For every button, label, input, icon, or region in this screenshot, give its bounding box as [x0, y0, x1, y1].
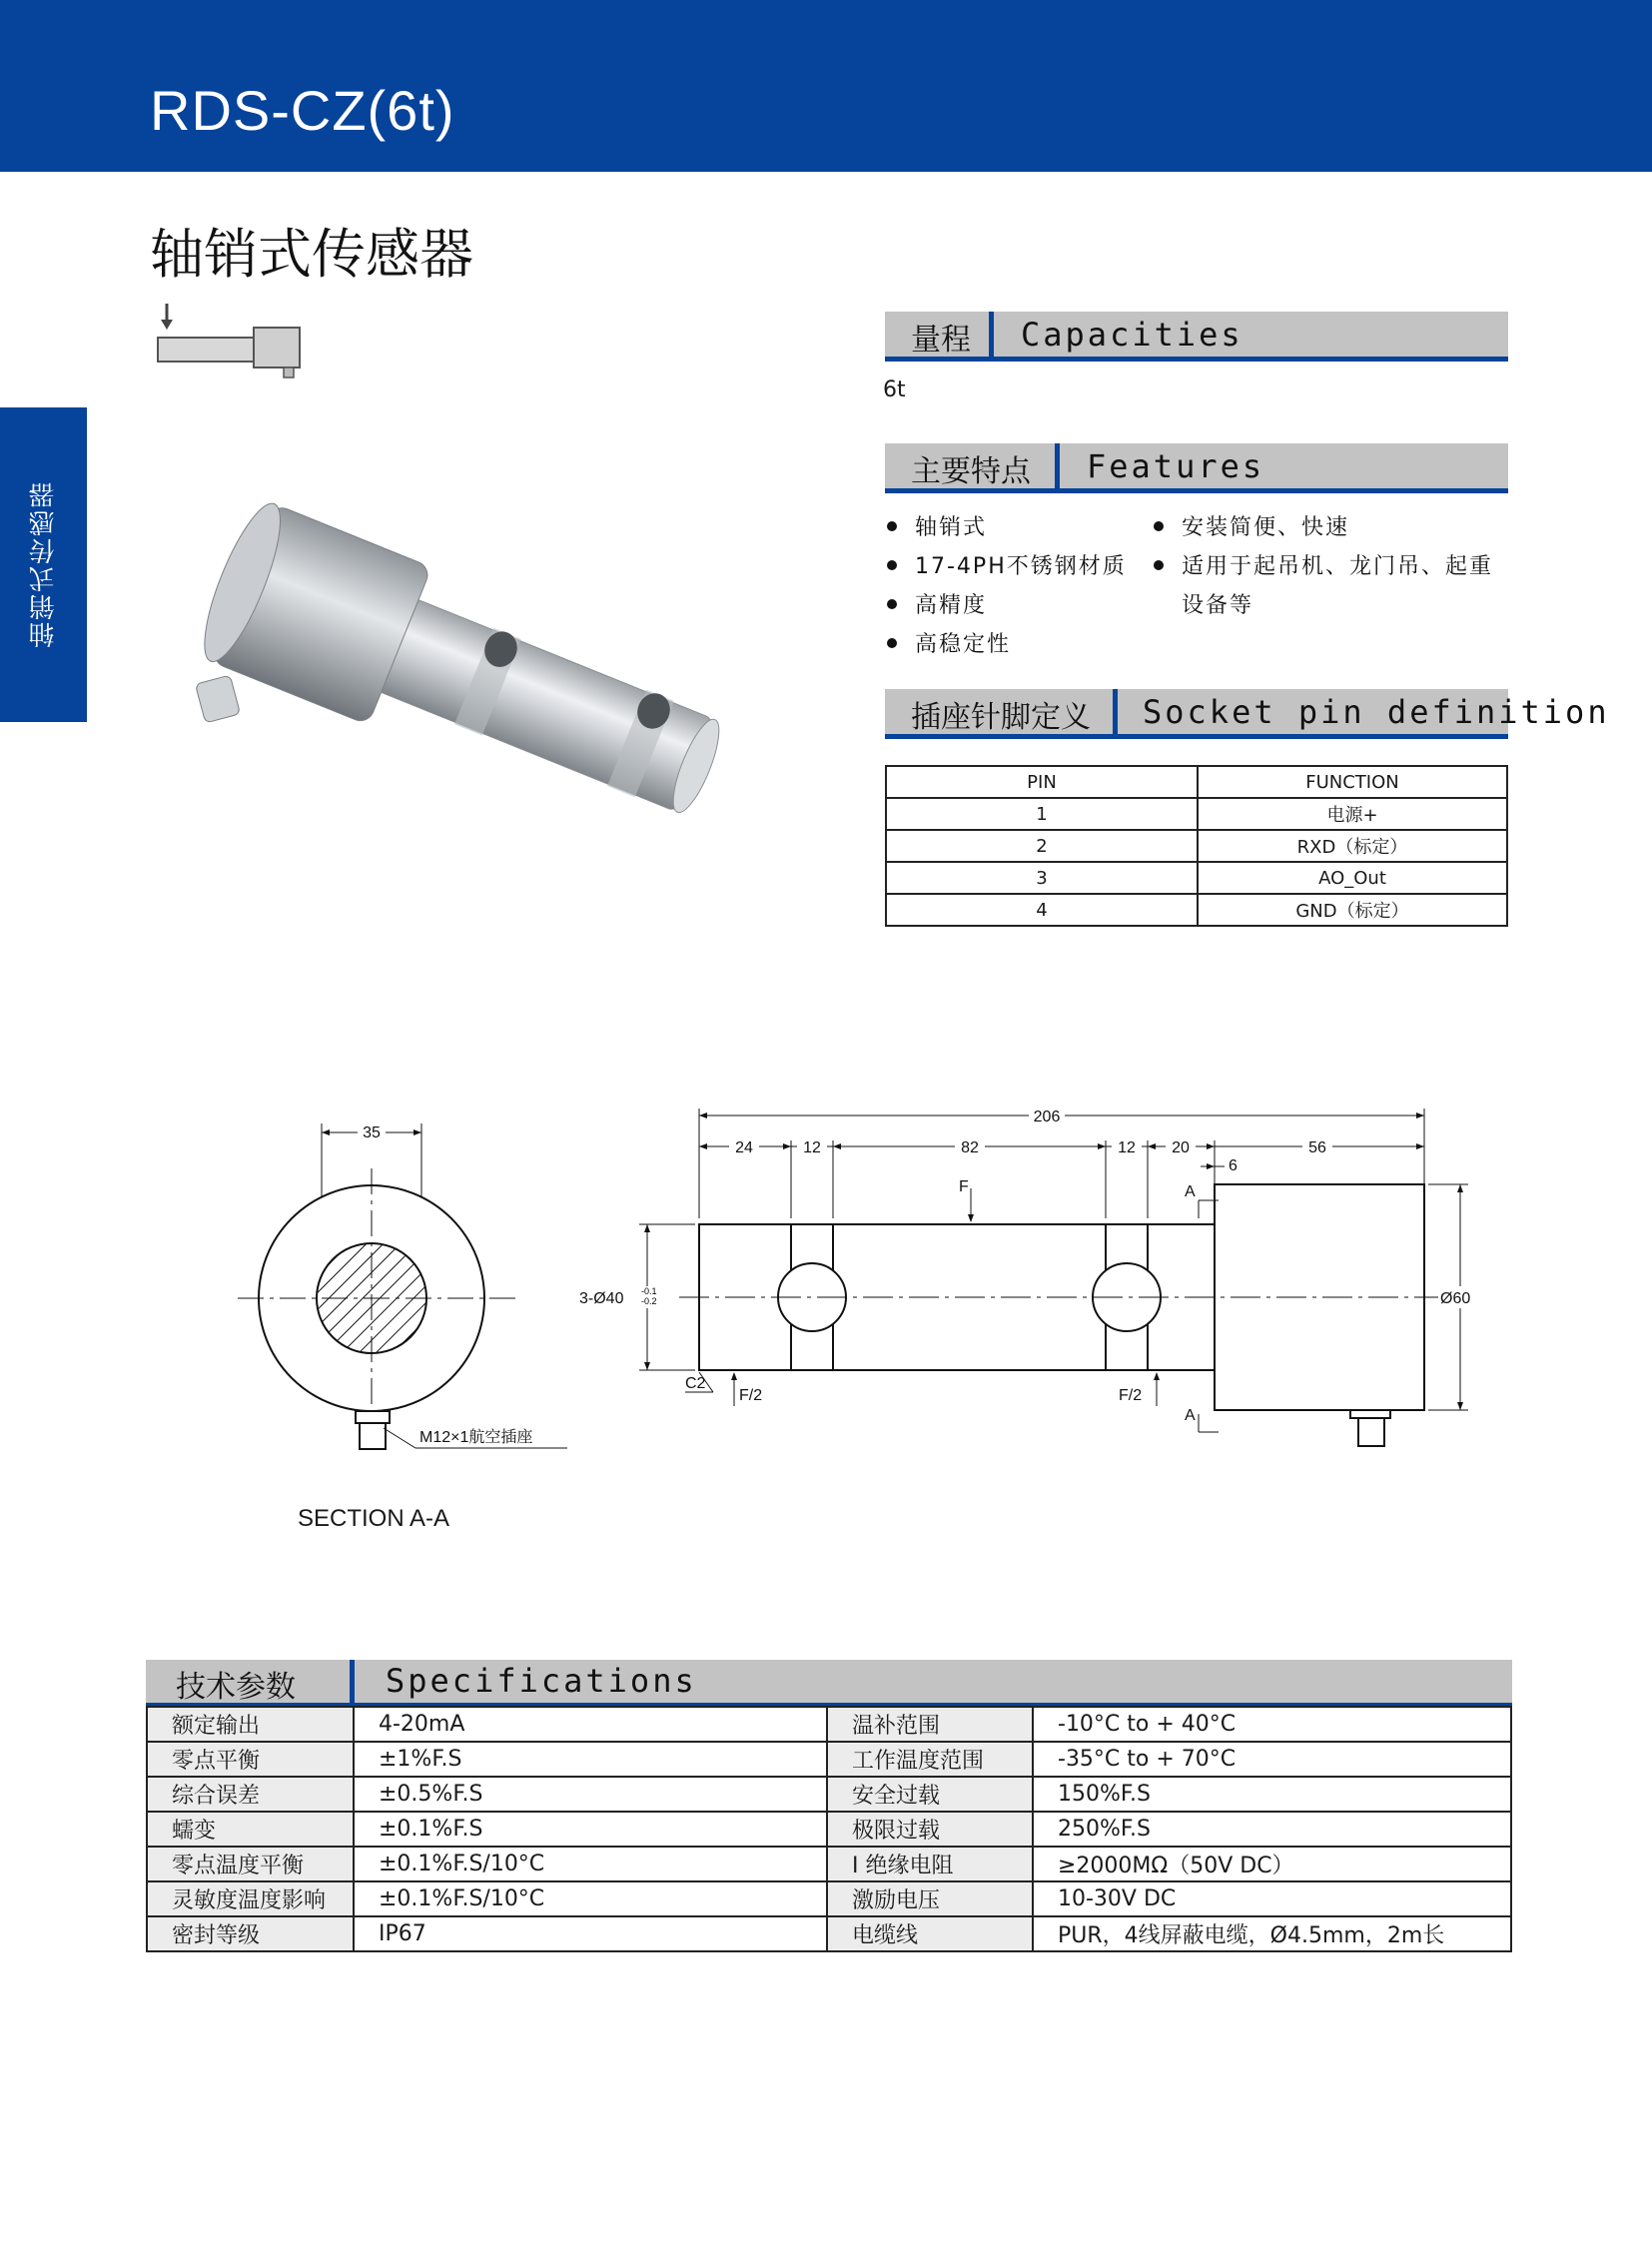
- spec-value: -35°C to + 70°C: [1033, 1742, 1511, 1777]
- spec-value: PUR，4线屏蔽电缆，Ø4.5mm，2m长: [1033, 1916, 1511, 1951]
- capacities-title-en: Capacities: [1021, 316, 1243, 354]
- feature-item: 适用于起吊机、龙门吊、起重: [1154, 549, 1493, 580]
- table-row: [147, 1742, 1511, 1777]
- connector-note: M12×1航空插座: [419, 1429, 533, 1446]
- spec-value: -10°C to + 40°C: [1033, 1707, 1511, 1742]
- spec-value: ±0.1%F.S/10°C: [354, 1881, 827, 1916]
- table-row: [147, 1881, 1511, 1916]
- spec-key: 零点温度平衡: [147, 1847, 354, 1881]
- spec-value: IP67: [354, 1916, 827, 1951]
- socket-title-en: Socket pin definition: [1143, 693, 1610, 731]
- socket-divider: [1113, 689, 1118, 739]
- table-row: [147, 1847, 1511, 1881]
- pin-function: AO_Out: [1198, 862, 1507, 894]
- spec-key: 蠕变: [147, 1812, 354, 1847]
- spec-value: ±0.5%F.S: [354, 1777, 827, 1812]
- feature-item-continuation: 设备等: [1182, 593, 1254, 618]
- pin-number: 2: [886, 830, 1198, 862]
- feature-item: 17-4PH不锈钢材质: [887, 549, 1127, 580]
- force-label: F: [959, 1178, 969, 1195]
- socket-title-cn: 插座针脚定义: [911, 700, 1091, 735]
- spec-value: 4-20mA: [354, 1707, 827, 1742]
- pin-number: 4: [886, 894, 1198, 926]
- table-row: [147, 1777, 1511, 1812]
- table-header-row: [886, 766, 1507, 798]
- spec-key: 零点平衡: [147, 1742, 354, 1777]
- column-header: PIN: [886, 766, 1198, 798]
- column-header: FUNCTION: [1198, 766, 1507, 798]
- spec-key: 激励电压: [827, 1881, 1033, 1916]
- spec-key: Ⅰ 绝缘电阻: [827, 1847, 1033, 1881]
- capacities-divider: [989, 312, 994, 362]
- spec-key: 温补范围: [827, 1707, 1033, 1742]
- capacities-title-cn: 量程: [911, 323, 971, 358]
- section-mark: A: [1185, 1183, 1196, 1200]
- pin-function: GND（标定）: [1198, 894, 1507, 926]
- feature-item: 高稳定性: [887, 627, 1011, 658]
- tolerance-lower: -0.2: [641, 1296, 657, 1306]
- spec-value: ≥2000MΩ（50V DC）: [1033, 1847, 1511, 1881]
- spec-value: 250%F.S: [1033, 1812, 1511, 1847]
- segment-length-label: 82: [961, 1139, 979, 1156]
- capacity-value: 6t: [883, 377, 906, 402]
- half-force-label: F/2: [1119, 1387, 1143, 1404]
- spec-key: 安全过载: [827, 1777, 1033, 1812]
- features-title-en: Features: [1087, 447, 1265, 485]
- specs-title-cn: 技术参数: [176, 1670, 296, 1705]
- pin-definition-table: [885, 765, 1508, 927]
- spec-key: 密封等级: [147, 1916, 354, 1951]
- segment-length-label: 12: [1118, 1139, 1136, 1156]
- section-label: SECTION A-A: [298, 1505, 450, 1532]
- pin-function: 电源+: [1198, 798, 1507, 830]
- pin-diameter-label: 3-Ø40: [579, 1290, 624, 1307]
- segment-length-label: 12: [803, 1139, 821, 1156]
- feature-item: 高精度: [887, 588, 987, 619]
- section-width-label: 35: [363, 1124, 381, 1141]
- side-view-drawing: [579, 1089, 1488, 1468]
- section-mark: A: [1185, 1407, 1196, 1424]
- table-row: [147, 1707, 1511, 1742]
- pin-number: 1: [886, 798, 1198, 830]
- feature-item: 轴销式: [887, 510, 987, 541]
- spec-key: 灵敏度温度影响: [147, 1881, 354, 1916]
- table-row: [886, 830, 1507, 862]
- offset-label: 6: [1229, 1157, 1238, 1174]
- table-row: [886, 894, 1507, 926]
- specs-title-en: Specifications: [386, 1662, 697, 1700]
- pin-number: 3: [886, 862, 1198, 894]
- spec-value: 150%F.S: [1033, 1777, 1511, 1812]
- chamfer-label: C2: [685, 1375, 706, 1392]
- tolerance-upper: -0.1: [641, 1286, 657, 1296]
- section-view-drawing: [230, 1109, 589, 1488]
- spec-key: 电缆线: [827, 1916, 1033, 1951]
- table-row: [147, 1812, 1511, 1847]
- table-row: [147, 1916, 1511, 1951]
- product-type-title: 轴销式传感器: [150, 223, 473, 286]
- spec-key: 极限过载: [827, 1812, 1033, 1847]
- spec-key: 综合误差: [147, 1777, 354, 1812]
- half-force-label: F/2: [739, 1387, 763, 1404]
- segment-length-label: 20: [1172, 1139, 1190, 1156]
- spec-value: 10-30V DC: [1033, 1881, 1511, 1916]
- specifications-table: [146, 1706, 1512, 1952]
- spec-key: 额定输出: [147, 1707, 354, 1742]
- table-row: [886, 798, 1507, 830]
- model-title: RDS-CZ(6t): [150, 79, 455, 142]
- spec-key: 工作温度范围: [827, 1742, 1033, 1777]
- load-direction-icon: [150, 300, 310, 381]
- product-photo: [180, 499, 769, 879]
- spec-value: ±0.1%F.S/10°C: [354, 1847, 827, 1881]
- spec-value: ±0.1%F.S: [354, 1812, 827, 1847]
- side-category-label: 轴销式传感器: [29, 480, 59, 649]
- features-title-cn: 主要特点: [911, 454, 1031, 489]
- features-divider: [1055, 443, 1060, 493]
- table-row: [886, 862, 1507, 894]
- feature-item: 安装简便、快速: [1154, 510, 1349, 541]
- segment-length-label: 56: [1308, 1139, 1326, 1156]
- specs-divider: [350, 1660, 355, 1708]
- spec-value: ±1%F.S: [354, 1742, 827, 1777]
- body-diameter-label: Ø60: [1440, 1290, 1471, 1307]
- overall-length-label: 206: [1033, 1109, 1061, 1125]
- pin-function: RXD（标定）: [1198, 830, 1507, 862]
- segment-length-label: 24: [735, 1139, 753, 1156]
